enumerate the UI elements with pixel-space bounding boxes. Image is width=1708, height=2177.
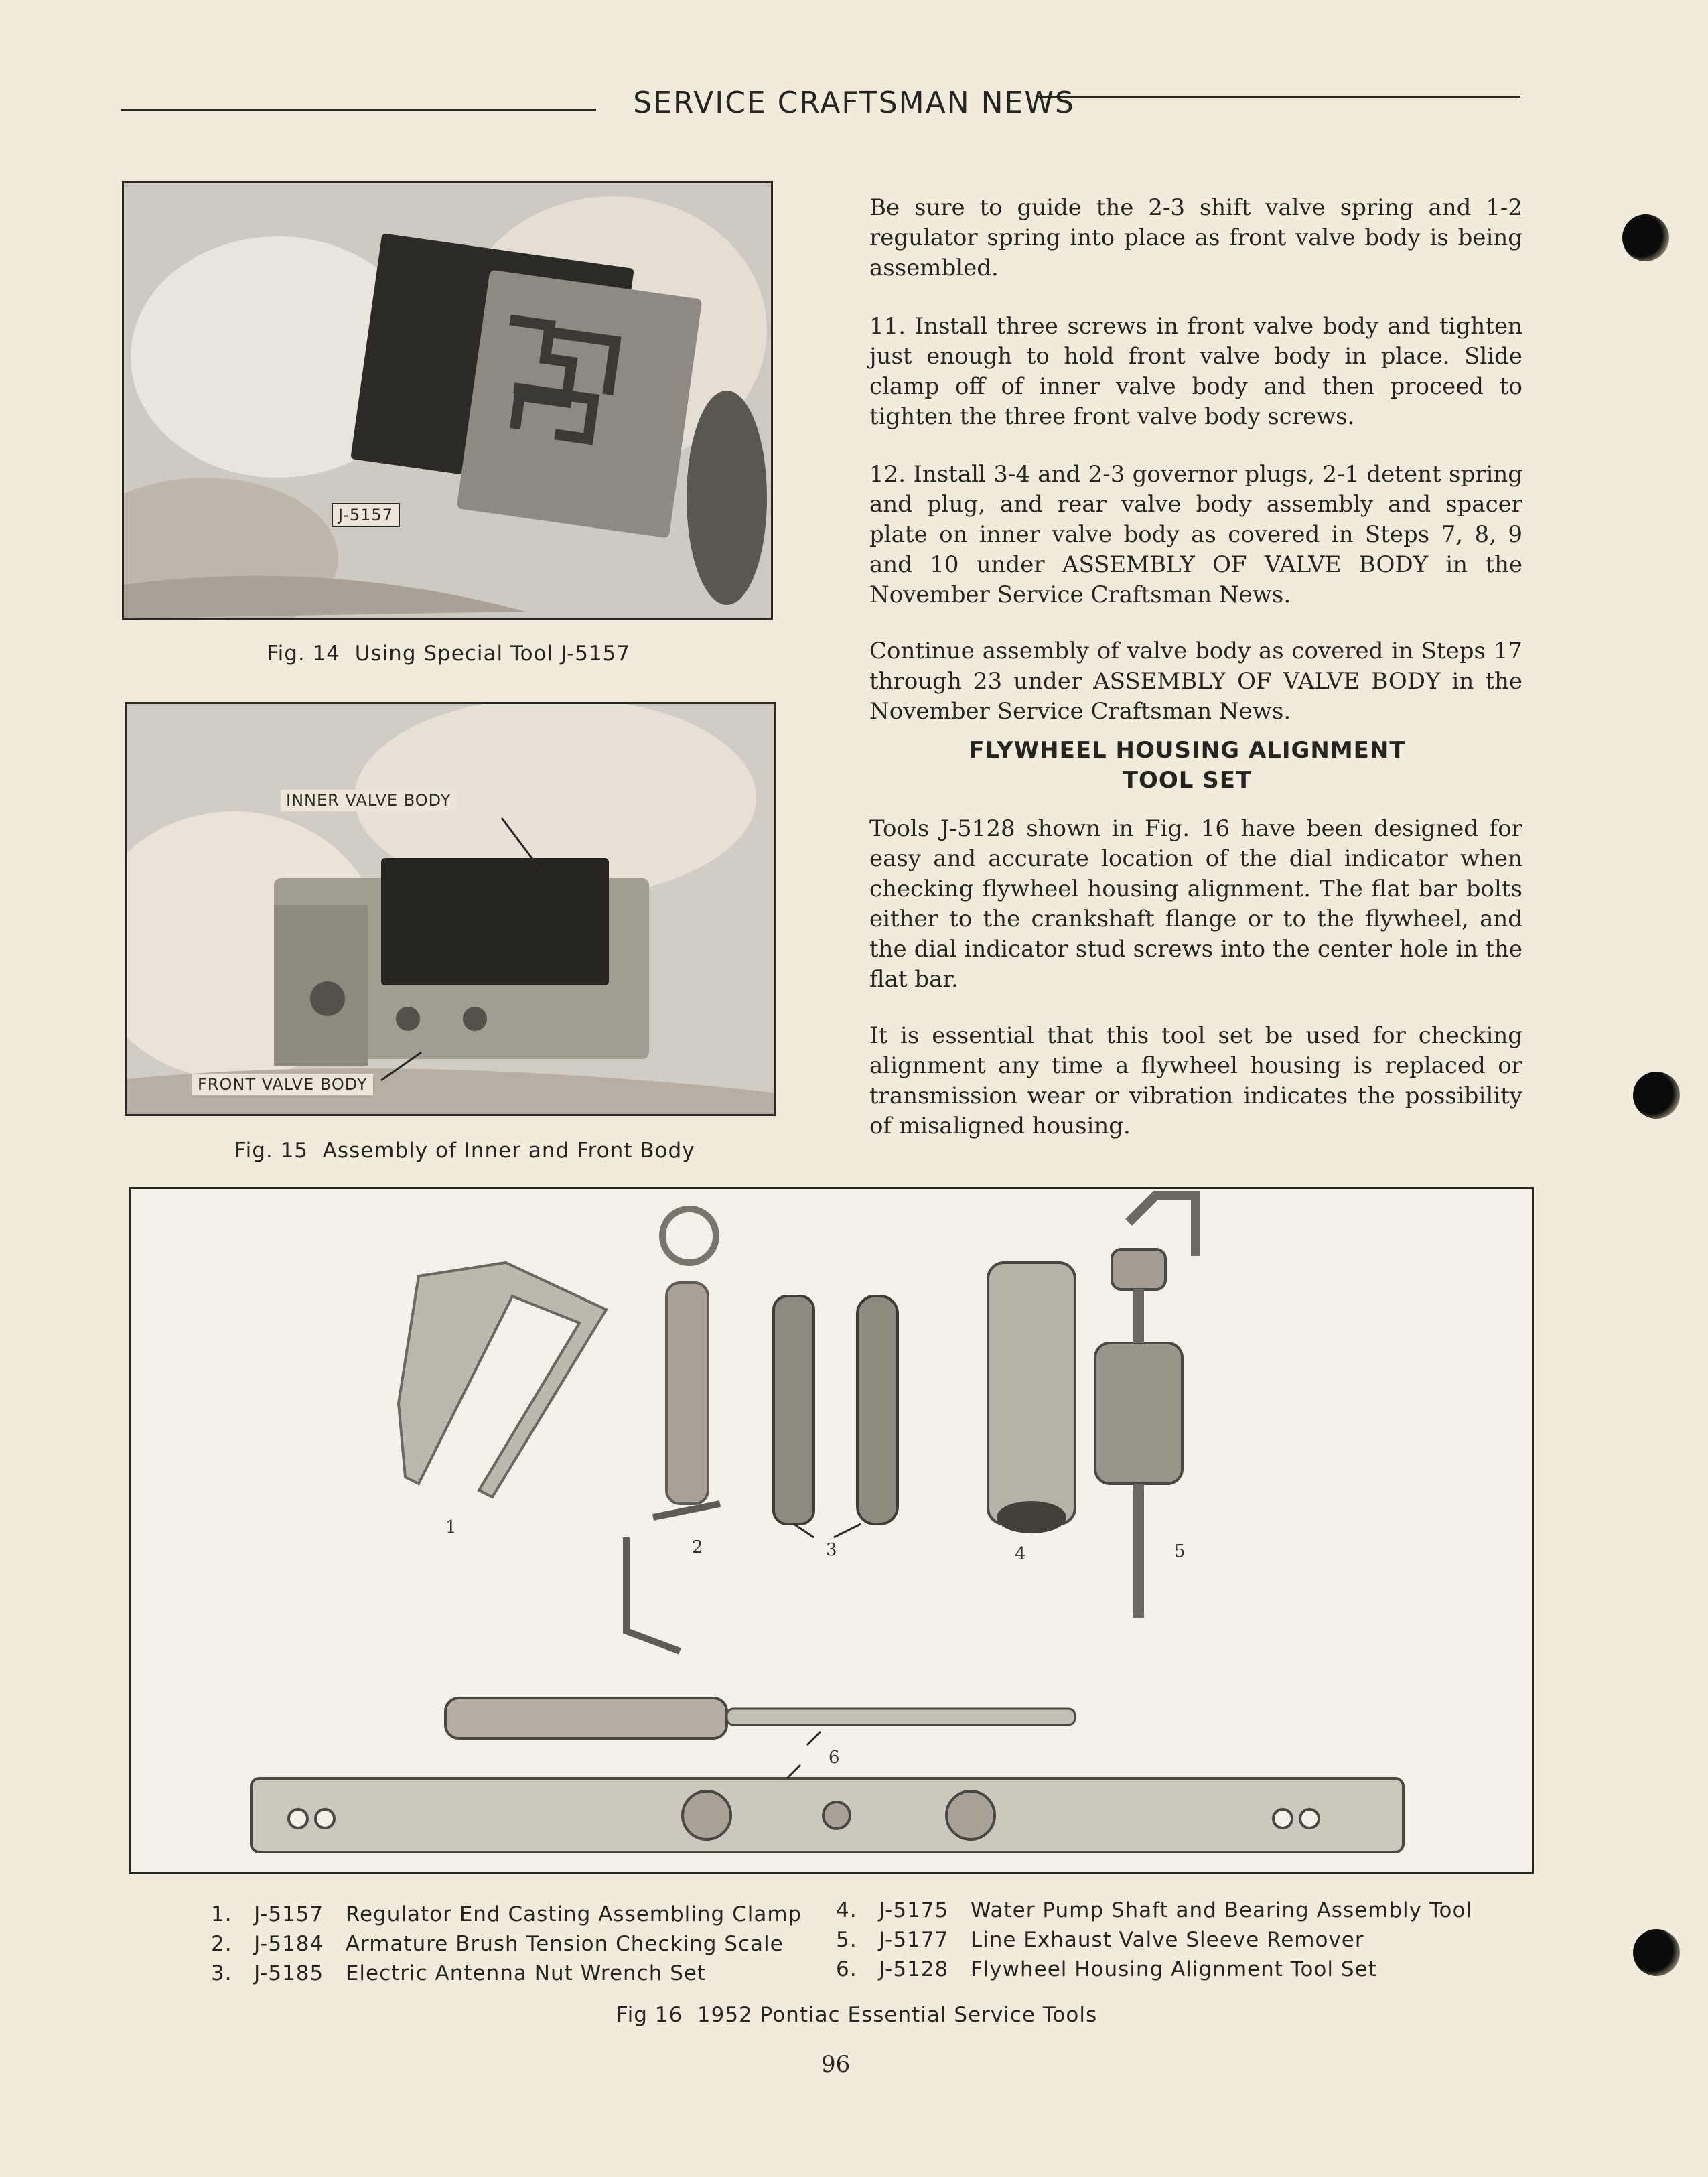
paragraph-step-11: 11. Install three screws in front valve body and tighten just enough to hold front valve body in place. Slide clamp off of inner valve body and then proceed to tighten the three front valve body screws. [869, 313, 1522, 430]
fig14-tool-label: J-5157 [332, 503, 400, 527]
fig16-caption: Fig 16 1952 Pontiac Essential Service Tools [616, 2003, 1098, 2027]
legend-desc: Line Exhaust Valve Sleeve Remover [970, 1928, 1364, 1952]
paragraph-essential-use: It is essential that this tool set be used for checking alignment any time a flywheel housing is replaced or transmission wear or vibration indicates the possibility of misaligned housing. [869, 1022, 1522, 1139]
paragraph-continue-assembly: Continue assembly of valve body as covered in Steps 17 through 23 under ASSEMBLY OF VALVE BODY in the November Service Craftsman News. [869, 638, 1522, 725]
legend-desc: Armature Brush Tension Checking Scale [345, 1932, 784, 1956]
legend-num: 3. [211, 1961, 232, 1985]
legend-code: J-5185 [254, 1961, 324, 1985]
tool-number-4: 4 [1015, 1544, 1026, 1564]
legend-item-5 [836, 1928, 1364, 1952]
section-heading-line1: FLYWHEEL HOUSING ALIGNMENT [969, 737, 1406, 764]
tool-number-2: 2 [692, 1537, 703, 1557]
legend-desc: Regulator End Casting Assembling Clamp [345, 1902, 802, 1926]
legend-code: J-5128 [879, 1957, 949, 1981]
tool-number-1: 1 [445, 1517, 457, 1537]
tool-number-5: 5 [1174, 1541, 1186, 1561]
binder-hole-bottom [1633, 1929, 1680, 1976]
legend-code: J-5184 [254, 1932, 324, 1956]
legend-num: 5. [836, 1928, 857, 1952]
fig15-caption: Fig. 15 Assembly of Inner and Front Body [234, 1139, 695, 1163]
fig16-tools-drawing [131, 1189, 1532, 1872]
legend-code: J-5177 [879, 1928, 949, 1952]
paragraph-step-12: 12. Install 3-4 and 2-3 governor plugs, 2-1 detent spring and plug, and rear valve body assembly and spacer plate on inner valve body as covered in Steps 7, 8, 9 and 10 under ASSEMBLY OF VALVE BODY in the November Service Craftsman News. [869, 461, 1522, 608]
binder-hole-middle [1633, 1072, 1680, 1119]
fig16-photo [129, 1187, 1534, 1874]
fig15-photo [125, 702, 776, 1116]
legend-num: 1. [211, 1902, 232, 1926]
fig15-leader-lines [127, 704, 774, 1114]
fig14-caption: Fig. 14 Using Special Tool J-5157 [267, 642, 631, 666]
fig14-photo [122, 181, 773, 620]
tool-number-6: 6 [829, 1748, 840, 1768]
paragraph-tools-j5128: Tools J-5128 shown in Fig. 16 have been designed for easy and accurate location of the dial indicator when checking flywheel housing alignment. The flat bar bolts either to the crankshaft flange or to the flywheel, and the dial indicator stud screws into the center hole in the flat bar. [869, 815, 1522, 993]
page-number: 96 [821, 2051, 851, 2078]
legend-item-3 [211, 1961, 706, 1985]
tool-number-3: 3 [826, 1540, 837, 1560]
legend-code: J-5175 [879, 1898, 949, 1922]
fig15-front-label: FRONT VALVE BODY [192, 1074, 373, 1095]
paragraph-shift-valve: Be sure to guide the 2-3 shift valve spring and 1-2 regulator spring into place as front valve body is being assembled. [869, 194, 1522, 281]
legend-item-2 [211, 1932, 784, 1956]
legend-desc: Electric Antenna Nut Wrench Set [345, 1961, 707, 1985]
section-heading-line2: TOOL SET [1122, 767, 1253, 794]
legend-desc: Flywheel Housing Alignment Tool Set [970, 1957, 1377, 1981]
fig15-inner-label: INNER VALVE BODY [281, 790, 456, 811]
legend-desc: Water Pump Shaft and Bearing Assembly Tool [970, 1898, 1473, 1922]
legend-item-6 [836, 1957, 1377, 1981]
legend-item-4 [836, 1898, 1472, 1922]
legend-num: 2. [211, 1932, 232, 1956]
running-head: SERVICE CRAFTSMAN NEWS [633, 86, 1075, 120]
binder-hole-top [1622, 214, 1669, 261]
legend-item-1 [211, 1902, 802, 1926]
legend-code: J-5157 [254, 1902, 324, 1926]
legend-num: 6. [836, 1957, 857, 1981]
legend-num: 4. [836, 1898, 857, 1922]
